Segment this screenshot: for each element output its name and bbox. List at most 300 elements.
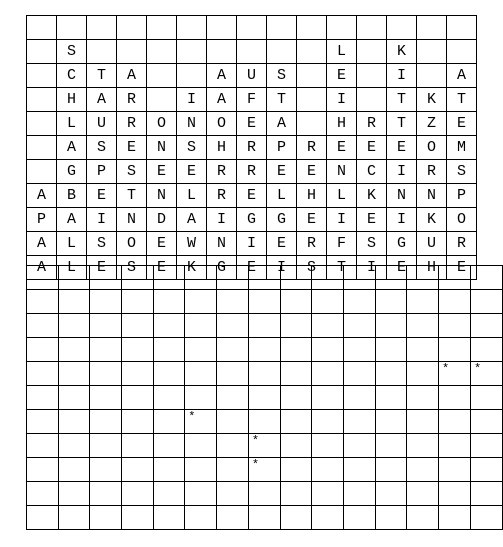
answer-cell[interactable]: * <box>438 362 470 386</box>
answer-cell[interactable] <box>375 362 407 386</box>
letter-cell: T <box>267 88 297 112</box>
answer-cell[interactable] <box>248 362 280 386</box>
answer-cell-row <box>27 362 503 386</box>
letter-cell: R <box>117 112 147 136</box>
answer-cell[interactable] <box>121 314 153 338</box>
answer-cell[interactable] <box>217 362 249 386</box>
letter-cell-row <box>27 136 477 160</box>
letter-cell <box>27 64 57 88</box>
answer-cell-row <box>27 386 503 410</box>
answer-cell[interactable] <box>27 362 59 386</box>
answer-cell[interactable] <box>470 410 502 434</box>
answer-cell[interactable] <box>438 386 470 410</box>
letter-cell: S <box>117 160 147 184</box>
answer-cell[interactable] <box>438 458 470 482</box>
letter-cell: N <box>147 184 177 208</box>
letter-cell: K <box>177 256 207 280</box>
letter-cell-row <box>27 40 477 64</box>
answer-cell[interactable] <box>217 314 249 338</box>
answer-cell[interactable] <box>438 266 470 290</box>
answer-cell[interactable] <box>470 434 502 458</box>
letter-cell: T <box>387 88 417 112</box>
answer-cell[interactable] <box>217 290 249 314</box>
answer-cell[interactable] <box>344 434 376 458</box>
letter-cell: E <box>177 160 207 184</box>
answer-cell[interactable] <box>121 434 153 458</box>
answer-cell[interactable] <box>312 362 344 386</box>
answer-cell[interactable] <box>121 458 153 482</box>
answer-cell[interactable] <box>248 338 280 362</box>
letter-cell: S <box>267 64 297 88</box>
answer-cell[interactable] <box>344 458 376 482</box>
letter-cell <box>297 40 327 64</box>
letter-cell <box>417 16 447 40</box>
answer-cell[interactable] <box>438 290 470 314</box>
answer-cell[interactable] <box>375 338 407 362</box>
answer-cell[interactable] <box>90 266 122 290</box>
letter-cell <box>387 16 417 40</box>
letter-cell: A <box>57 136 87 160</box>
answer-cell[interactable] <box>344 410 376 434</box>
letter-cell <box>27 112 57 136</box>
letter-cell-row <box>27 160 477 184</box>
answer-cell[interactable] <box>280 434 312 458</box>
letter-cell <box>147 64 177 88</box>
letter-cell: G <box>237 208 267 232</box>
answer-cell-row <box>27 506 503 530</box>
answer-cell[interactable] <box>185 386 217 410</box>
answer-cell[interactable] <box>344 338 376 362</box>
answer-cell[interactable] <box>27 266 59 290</box>
answer-cell[interactable] <box>375 266 407 290</box>
answer-cell[interactable] <box>470 458 502 482</box>
letter-grid <box>26 15 477 280</box>
letter-cell: A <box>87 88 117 112</box>
answer-cell[interactable] <box>312 314 344 338</box>
letter-cell: H <box>207 136 237 160</box>
letter-cell-row <box>27 88 477 112</box>
answer-cell[interactable] <box>248 314 280 338</box>
letter-cell: W <box>177 232 207 256</box>
letter-cell: R <box>297 136 327 160</box>
answer-cell[interactable] <box>90 458 122 482</box>
letter-cell: U <box>237 64 267 88</box>
answer-cell[interactable] <box>312 386 344 410</box>
letter-cell: L <box>57 112 87 136</box>
letter-cell: N <box>117 208 147 232</box>
letter-cell <box>57 16 87 40</box>
letter-cell: P <box>27 208 57 232</box>
letter-cell: F <box>237 88 267 112</box>
letter-cell: F <box>327 232 357 256</box>
answer-cell[interactable] <box>153 362 185 386</box>
answer-cell[interactable] <box>153 482 185 506</box>
answer-cell[interactable] <box>90 434 122 458</box>
letter-cell: R <box>297 232 327 256</box>
letter-cell: U <box>417 232 447 256</box>
answer-cell[interactable] <box>280 458 312 482</box>
letter-cell <box>447 40 477 64</box>
answer-cell[interactable] <box>217 434 249 458</box>
letter-cell: T <box>447 88 477 112</box>
answer-cell[interactable] <box>407 434 439 458</box>
letter-cell: R <box>117 88 147 112</box>
letter-cell: A <box>207 88 237 112</box>
letter-cell: R <box>207 184 237 208</box>
answer-cell[interactable] <box>27 482 59 506</box>
answer-cell[interactable] <box>375 410 407 434</box>
answer-cell[interactable] <box>470 290 502 314</box>
answer-cell[interactable] <box>280 338 312 362</box>
answer-cell[interactable] <box>407 362 439 386</box>
letter-cell: I <box>267 256 297 280</box>
answer-cell[interactable] <box>312 290 344 314</box>
answer-cell[interactable] <box>280 386 312 410</box>
letter-cell <box>147 16 177 40</box>
answer-cell[interactable] <box>185 362 217 386</box>
letter-cell <box>207 16 237 40</box>
answer-cell[interactable] <box>312 410 344 434</box>
letter-cell <box>207 40 237 64</box>
letter-cell: H <box>327 112 357 136</box>
answer-cell[interactable] <box>248 290 280 314</box>
answer-cell[interactable] <box>58 482 90 506</box>
answer-cell[interactable] <box>344 290 376 314</box>
answer-cell[interactable] <box>217 482 249 506</box>
letter-cell: N <box>417 184 447 208</box>
letter-cell: I <box>327 208 357 232</box>
letter-cell: S <box>87 232 117 256</box>
answer-cell[interactable] <box>438 314 470 338</box>
answer-cell[interactable] <box>58 314 90 338</box>
answer-cell[interactable] <box>407 458 439 482</box>
answer-cell[interactable] <box>407 410 439 434</box>
letter-cell <box>267 16 297 40</box>
answer-cell[interactable] <box>121 506 153 530</box>
answer-cell[interactable] <box>27 290 59 314</box>
letter-cell <box>147 40 177 64</box>
answer-cell-row <box>27 410 503 434</box>
letter-cell <box>357 88 387 112</box>
answer-cell[interactable] <box>27 506 59 530</box>
answer-cell[interactable] <box>121 386 153 410</box>
letter-cell <box>297 112 327 136</box>
letter-cell: E <box>387 256 417 280</box>
letter-cell <box>27 88 57 112</box>
answer-cell[interactable] <box>27 338 59 362</box>
answer-cell[interactable] <box>153 458 185 482</box>
answer-cell[interactable] <box>312 458 344 482</box>
answer-cell[interactable] <box>312 434 344 458</box>
answer-cell[interactable] <box>90 506 122 530</box>
answer-cell[interactable] <box>58 362 90 386</box>
answer-cell[interactable] <box>58 458 90 482</box>
answer-cell[interactable]: * <box>470 362 502 386</box>
answer-cell[interactable] <box>280 506 312 530</box>
answer-cell[interactable] <box>27 314 59 338</box>
answer-cell[interactable] <box>470 266 502 290</box>
letter-cell: E <box>147 160 177 184</box>
answer-cell[interactable] <box>217 506 249 530</box>
letter-cell: P <box>267 136 297 160</box>
answer-cell[interactable] <box>121 362 153 386</box>
letter-cell: Z <box>417 112 447 136</box>
answer-cell[interactable] <box>217 458 249 482</box>
answer-cell[interactable] <box>185 434 217 458</box>
answer-cell[interactable] <box>280 266 312 290</box>
answer-cell[interactable] <box>312 338 344 362</box>
letter-cell-row <box>27 16 477 40</box>
answer-cell[interactable]: * <box>185 410 217 434</box>
answer-cell[interactable] <box>121 266 153 290</box>
letter-cell: S <box>447 160 477 184</box>
letter-cell: E <box>267 232 297 256</box>
letter-cell: E <box>387 136 417 160</box>
letter-cell: I <box>87 208 117 232</box>
answer-cell[interactable] <box>375 434 407 458</box>
answer-cell[interactable] <box>90 362 122 386</box>
answer-cell[interactable] <box>58 290 90 314</box>
letter-cell: T <box>387 112 417 136</box>
answer-cell[interactable] <box>185 506 217 530</box>
letter-cell <box>447 16 477 40</box>
letter-cell: K <box>387 40 417 64</box>
answer-cell[interactable] <box>217 410 249 434</box>
letter-cell: C <box>357 160 387 184</box>
answer-cell[interactable] <box>470 506 502 530</box>
answer-cell[interactable] <box>248 506 280 530</box>
answer-cell[interactable] <box>375 314 407 338</box>
letter-cell-row <box>27 112 477 136</box>
answer-cell-row <box>27 266 503 290</box>
letter-cell: A <box>27 232 57 256</box>
letter-cell: L <box>327 40 357 64</box>
letter-cell <box>357 64 387 88</box>
letter-cell: D <box>147 208 177 232</box>
letter-cell: M <box>447 136 477 160</box>
letter-cell: K <box>417 208 447 232</box>
answer-cell[interactable] <box>407 386 439 410</box>
letter-cell: A <box>447 64 477 88</box>
letter-cell: T <box>117 184 147 208</box>
answer-cell[interactable] <box>153 290 185 314</box>
answer-cell[interactable] <box>407 506 439 530</box>
answer-cell[interactable] <box>153 410 185 434</box>
letter-cell: A <box>177 208 207 232</box>
letter-cell: E <box>297 208 327 232</box>
answer-cell-row <box>27 314 503 338</box>
answer-cell[interactable] <box>90 314 122 338</box>
answer-cell[interactable] <box>375 458 407 482</box>
answer-cell[interactable] <box>90 482 122 506</box>
answer-grid <box>26 265 503 530</box>
letter-cell: R <box>237 160 267 184</box>
answer-cell[interactable] <box>58 266 90 290</box>
letter-cell <box>237 16 267 40</box>
letter-cell: R <box>237 136 267 160</box>
letter-cell <box>237 40 267 64</box>
answer-cell[interactable] <box>217 266 249 290</box>
letter-cell-row <box>27 64 477 88</box>
answer-cell[interactable] <box>280 410 312 434</box>
letter-cell <box>177 64 207 88</box>
answer-cell[interactable] <box>217 386 249 410</box>
answer-cell[interactable] <box>375 482 407 506</box>
answer-cell[interactable] <box>153 434 185 458</box>
letter-cell: I <box>327 88 357 112</box>
answer-cell[interactable] <box>375 506 407 530</box>
answer-cell[interactable] <box>121 338 153 362</box>
answer-cell[interactable] <box>153 386 185 410</box>
letter-cell: C <box>57 64 87 88</box>
answer-cell[interactable] <box>58 338 90 362</box>
answer-cell[interactable] <box>407 482 439 506</box>
answer-cell[interactable] <box>344 314 376 338</box>
answer-cell[interactable] <box>312 266 344 290</box>
answer-cell[interactable] <box>470 482 502 506</box>
answer-cell[interactable] <box>185 482 217 506</box>
answer-cell[interactable] <box>438 434 470 458</box>
answer-cell[interactable] <box>27 386 59 410</box>
letter-cell <box>117 40 147 64</box>
letter-cell: G <box>207 256 237 280</box>
letter-cell: E <box>327 64 357 88</box>
letter-cell: E <box>357 136 387 160</box>
letter-cell: N <box>327 160 357 184</box>
letter-cell: T <box>327 256 357 280</box>
letter-cell: L <box>57 232 87 256</box>
letter-cell <box>27 16 57 40</box>
answer-cell[interactable] <box>248 386 280 410</box>
answer-cell[interactable] <box>27 410 59 434</box>
answer-cell[interactable]: * <box>248 434 280 458</box>
letter-cell: S <box>177 136 207 160</box>
answer-cell[interactable] <box>438 482 470 506</box>
answer-cell[interactable] <box>407 266 439 290</box>
letter-cell: T <box>87 64 117 88</box>
answer-cell[interactable] <box>185 290 217 314</box>
answer-cell[interactable] <box>58 434 90 458</box>
answer-cell[interactable] <box>248 410 280 434</box>
answer-cell[interactable] <box>121 290 153 314</box>
letter-cell: N <box>147 136 177 160</box>
letter-cell: E <box>237 112 267 136</box>
answer-cell[interactable] <box>407 314 439 338</box>
letter-cell-row <box>27 232 477 256</box>
answer-cell[interactable] <box>90 338 122 362</box>
answer-cell[interactable] <box>90 410 122 434</box>
answer-cell-row <box>27 458 503 482</box>
letter-cell: S <box>117 256 147 280</box>
answer-cell[interactable] <box>438 506 470 530</box>
letter-cell <box>147 88 177 112</box>
answer-cell[interactable] <box>470 338 502 362</box>
answer-cell[interactable] <box>248 482 280 506</box>
answer-cell[interactable] <box>153 314 185 338</box>
letter-cell <box>87 16 117 40</box>
answer-cell[interactable] <box>407 290 439 314</box>
letter-cell: A <box>207 64 237 88</box>
answer-cell[interactable] <box>470 314 502 338</box>
letter-cell: R <box>357 112 387 136</box>
letter-cell: E <box>87 184 117 208</box>
answer-cell[interactable] <box>280 290 312 314</box>
answer-cell[interactable] <box>90 290 122 314</box>
letter-cell: R <box>417 160 447 184</box>
answer-cell[interactable] <box>344 386 376 410</box>
letter-cell: O <box>417 136 447 160</box>
letter-cell: G <box>57 160 87 184</box>
answer-cell[interactable] <box>27 434 59 458</box>
answer-cell[interactable] <box>217 338 249 362</box>
letter-cell: S <box>87 136 117 160</box>
answer-cell[interactable] <box>280 314 312 338</box>
answer-cell[interactable] <box>153 338 185 362</box>
letter-cell <box>357 40 387 64</box>
answer-cell[interactable] <box>90 386 122 410</box>
answer-cell[interactable] <box>438 338 470 362</box>
answer-cell[interactable] <box>344 362 376 386</box>
answer-cell[interactable] <box>248 266 280 290</box>
letter-cell: K <box>417 88 447 112</box>
letter-cell: P <box>447 184 477 208</box>
answer-cell[interactable] <box>344 482 376 506</box>
answer-cell[interactable] <box>185 266 217 290</box>
letter-cell <box>327 16 357 40</box>
answer-cell[interactable] <box>375 290 407 314</box>
answer-cell[interactable] <box>58 506 90 530</box>
answer-cell[interactable] <box>344 266 376 290</box>
answer-cell[interactable] <box>407 338 439 362</box>
answer-cell[interactable] <box>312 482 344 506</box>
answer-cell[interactable] <box>185 338 217 362</box>
answer-cell[interactable] <box>280 362 312 386</box>
answer-cell[interactable] <box>121 410 153 434</box>
answer-cell[interactable] <box>312 506 344 530</box>
letter-cell <box>297 64 327 88</box>
letter-cell <box>177 40 207 64</box>
answer-cell[interactable] <box>344 506 376 530</box>
letter-cell <box>117 16 147 40</box>
answer-cell-row <box>27 338 503 362</box>
answer-cell[interactable] <box>185 314 217 338</box>
answer-cell[interactable] <box>121 482 153 506</box>
letter-cell: R <box>447 232 477 256</box>
answer-cell[interactable] <box>470 386 502 410</box>
answer-cell[interactable] <box>27 458 59 482</box>
letter-cell: K <box>357 184 387 208</box>
letter-cell: B <box>57 184 87 208</box>
answer-cell[interactable] <box>153 266 185 290</box>
letter-cell <box>27 160 57 184</box>
answer-cell[interactable] <box>375 386 407 410</box>
answer-cell[interactable] <box>185 458 217 482</box>
letter-cell <box>27 136 57 160</box>
letter-cell: E <box>237 256 267 280</box>
answer-cell[interactable] <box>438 410 470 434</box>
answer-cell[interactable]: * <box>248 458 280 482</box>
answer-cell[interactable] <box>58 410 90 434</box>
answer-cell[interactable] <box>153 506 185 530</box>
answer-cell-row <box>27 482 503 506</box>
letter-cell: O <box>147 112 177 136</box>
letter-cell: H <box>297 184 327 208</box>
letter-cell-row <box>27 208 477 232</box>
answer-cell[interactable] <box>58 386 90 410</box>
letter-cell: I <box>237 232 267 256</box>
answer-cell[interactable] <box>280 482 312 506</box>
letter-cell: G <box>267 208 297 232</box>
